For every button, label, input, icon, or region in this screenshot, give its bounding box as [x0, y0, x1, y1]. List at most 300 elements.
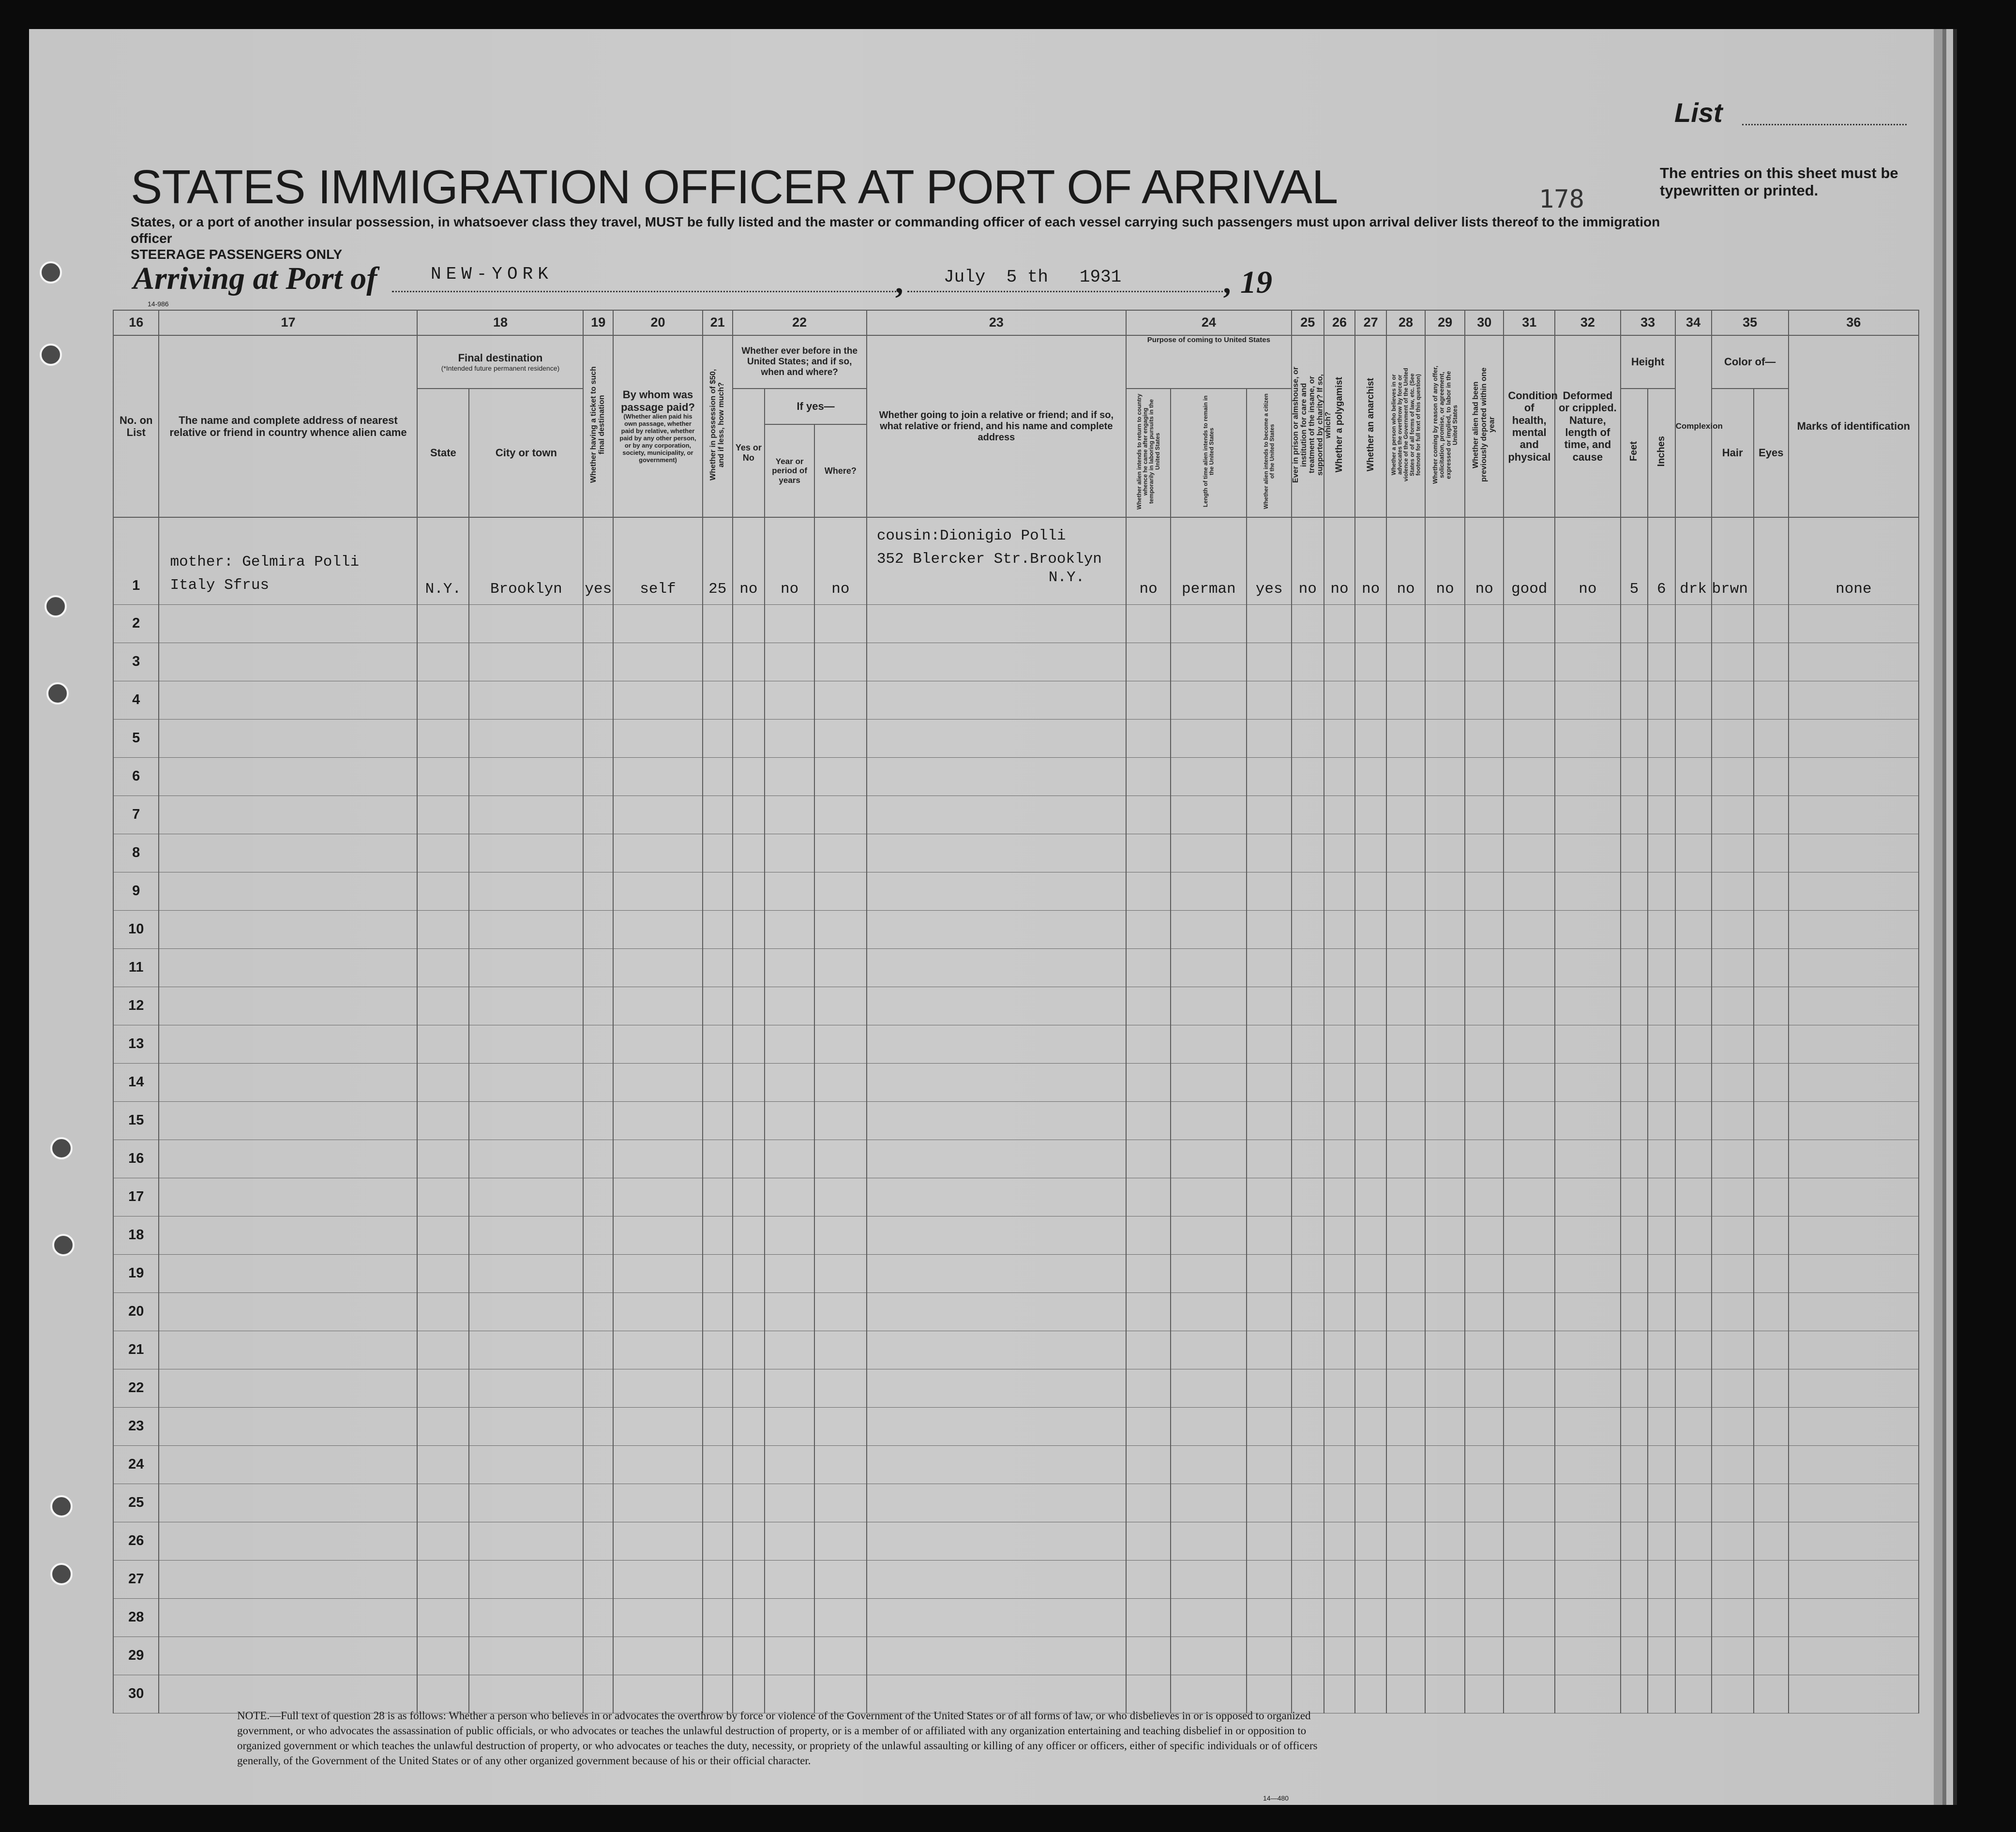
empty-cell	[1386, 1560, 1425, 1598]
empty-cell	[159, 1292, 417, 1331]
empty-cell	[1386, 834, 1425, 872]
empty-cell	[1386, 1522, 1425, 1560]
empty-cell	[1425, 1063, 1465, 1101]
empty-cell	[613, 1216, 703, 1254]
empty-cell	[733, 1063, 765, 1101]
empty-cell	[1465, 1598, 1504, 1637]
empty-cell	[1355, 796, 1386, 834]
cell-relative	[159, 517, 417, 604]
empty-cell	[1425, 1254, 1465, 1292]
empty-cell	[1292, 1025, 1324, 1063]
empty-cell	[703, 872, 733, 910]
empty-cell	[1126, 643, 1171, 681]
empty-cell	[1675, 872, 1712, 910]
form-code: 14-986	[148, 300, 169, 308]
empty-cell	[1754, 1331, 1789, 1369]
empty-cell	[733, 1598, 765, 1637]
empty-cell	[1126, 1484, 1171, 1522]
empty-cell	[613, 910, 703, 948]
empty-cell	[1789, 796, 1919, 834]
header-anarchist-text: Whether an anarchist	[1365, 378, 1376, 472]
empty-cell	[159, 948, 417, 987]
empty-cell	[1504, 1178, 1555, 1216]
empty-cell	[814, 796, 867, 834]
empty-cell	[469, 910, 583, 948]
empty-cell	[1789, 1560, 1919, 1598]
empty-cell	[867, 1445, 1126, 1484]
empty-cell	[1504, 1445, 1555, 1484]
empty-cell	[1789, 757, 1919, 796]
empty-cell	[1324, 1484, 1355, 1522]
empty-cell	[417, 1216, 469, 1254]
header-year-period: Year or period of years	[765, 424, 814, 517]
subtitle-line-1: States, or a port of another insular possession, in whatsoever class they travel, MUST be fully listed and the master or commanding officer of each vessel carrying such passengers must upon arrival deliver lists thereof to the immigration officer	[131, 214, 1660, 246]
empty-cell	[1712, 719, 1754, 757]
col-num-20: 20	[613, 310, 703, 335]
empty-cell	[1247, 1292, 1291, 1331]
col-num-29: 29	[1425, 310, 1465, 335]
empty-cell	[1355, 948, 1386, 987]
empty-cell	[1712, 1140, 1754, 1178]
empty-cell	[613, 1369, 703, 1407]
empty-cell	[469, 948, 583, 987]
empty-cell	[1675, 1331, 1712, 1369]
empty-cell	[1675, 1254, 1712, 1292]
empty-cell	[1292, 1407, 1324, 1445]
empty-cell	[1425, 1331, 1465, 1369]
empty-cell	[583, 1637, 613, 1675]
empty-cell	[1789, 1522, 1919, 1560]
empty-cell	[159, 1101, 417, 1140]
empty-cell	[1126, 1101, 1171, 1140]
empty-cell	[1386, 1254, 1425, 1292]
row-number: 26	[113, 1522, 159, 1560]
cell-contract: no	[1425, 517, 1465, 604]
empty-cell	[1621, 1675, 1648, 1713]
empty-cell	[814, 604, 867, 643]
empty-cell	[159, 1598, 417, 1637]
row-number: 16	[113, 1140, 159, 1178]
empty-cell	[765, 1560, 814, 1598]
header-purpose-citizen-text: Whether alien intends to become a citizen of the United States	[1263, 393, 1276, 510]
empty-cell	[1712, 1216, 1754, 1254]
date-line	[907, 291, 1227, 292]
empty-cell	[1621, 796, 1648, 834]
empty-cell	[159, 1216, 417, 1254]
page-title: STATES IMMIGRATION OFFICER AT PORT OF ARRIVAL	[131, 160, 1338, 213]
empty-cell	[1754, 1101, 1789, 1140]
empty-cell	[1754, 1254, 1789, 1292]
cell-deported: no	[1465, 517, 1504, 604]
empty-cell	[1555, 719, 1621, 757]
empty-cell	[1465, 1216, 1504, 1254]
empty-cell	[1789, 1407, 1919, 1445]
empty-cell	[469, 1369, 583, 1407]
binder-hole-2	[40, 344, 62, 366]
empty-cell	[1789, 1637, 1919, 1675]
empty-cell	[733, 1140, 765, 1178]
empty-cell	[1504, 796, 1555, 834]
empty-cell	[583, 1292, 613, 1331]
empty-cell	[1425, 1522, 1465, 1560]
empty-cell	[867, 1331, 1126, 1369]
empty-cell	[469, 1407, 583, 1445]
col-num-26: 26	[1324, 310, 1355, 335]
empty-cell	[469, 1140, 583, 1178]
final-destination-note: (*Intended future permanent residence)	[441, 364, 560, 372]
empty-cell	[1648, 1675, 1675, 1713]
empty-cell	[1171, 796, 1247, 834]
empty-cell	[1675, 1598, 1712, 1637]
empty-cell	[1712, 1598, 1754, 1637]
empty-cell	[733, 1484, 765, 1522]
header-color-of: Color of—	[1712, 335, 1789, 389]
empty-cell	[1126, 987, 1171, 1025]
empty-cell	[1504, 1063, 1555, 1101]
empty-cell	[1555, 1178, 1621, 1216]
empty-cell	[733, 1101, 765, 1140]
empty-cell	[1621, 1369, 1648, 1407]
empty-cell	[1648, 1484, 1675, 1522]
table-row	[113, 1254, 1919, 1292]
empty-cell	[417, 948, 469, 987]
empty-cell	[417, 1598, 469, 1637]
empty-cell	[613, 757, 703, 796]
empty-cell	[1555, 987, 1621, 1025]
header-purpose: Purpose of coming to United States	[1126, 335, 1292, 389]
col-num-27: 27	[1355, 310, 1386, 335]
row-number: 28	[113, 1598, 159, 1637]
empty-cell	[733, 1369, 765, 1407]
table-row	[113, 1675, 1919, 1713]
empty-cell	[1789, 681, 1919, 719]
empty-cell	[1621, 1025, 1648, 1063]
empty-cell	[417, 1254, 469, 1292]
header-row-1	[113, 335, 1919, 389]
empty-cell	[159, 757, 417, 796]
cell-overthrow: no	[1386, 517, 1425, 604]
empty-cell	[1675, 719, 1712, 757]
header-money	[703, 335, 733, 517]
empty-cell	[1171, 643, 1247, 681]
empty-cell	[583, 1025, 613, 1063]
empty-cell	[1355, 987, 1386, 1025]
empty-cell	[733, 604, 765, 643]
empty-cell	[1675, 681, 1712, 719]
empty-cell	[417, 1101, 469, 1140]
empty-cell	[1386, 1445, 1425, 1484]
empty-cell	[1754, 910, 1789, 948]
empty-cell	[1171, 948, 1247, 987]
row-number: 24	[113, 1445, 159, 1484]
empty-cell	[417, 1369, 469, 1407]
empty-cell	[583, 1254, 613, 1292]
empty-cell	[583, 1560, 613, 1598]
empty-cell	[1754, 1140, 1789, 1178]
empty-cell	[1386, 1178, 1425, 1216]
header-hair: Hair	[1712, 389, 1754, 517]
empty-cell	[159, 1445, 417, 1484]
empty-cell	[1675, 1369, 1712, 1407]
binder-hole-6	[52, 1234, 75, 1256]
empty-cell	[814, 1140, 867, 1178]
empty-cell	[417, 1522, 469, 1560]
empty-cell	[1386, 643, 1425, 681]
header-contract-text: Whether coming by reason of any offer, solicitation, promise, or agreement, expressed or implied, to labor in the United States	[1431, 365, 1459, 484]
empty-cell	[1126, 1369, 1171, 1407]
empty-cell	[1171, 1140, 1247, 1178]
empty-cell	[613, 719, 703, 757]
empty-cell	[613, 948, 703, 987]
empty-cell	[1754, 1484, 1789, 1522]
empty-cell	[1675, 1292, 1712, 1331]
empty-cell	[583, 1675, 613, 1713]
empty-cell	[583, 948, 613, 987]
empty-cell	[1648, 681, 1675, 719]
empty-cell	[1386, 757, 1425, 796]
header-deported	[1465, 335, 1504, 517]
empty-cell	[867, 1598, 1126, 1637]
empty-cell	[1712, 1101, 1754, 1140]
empty-cell	[469, 719, 583, 757]
empty-cell	[1355, 1445, 1386, 1484]
empty-cell	[1324, 796, 1355, 834]
empty-cell	[1465, 1675, 1504, 1713]
col-num-34: 34	[1675, 310, 1712, 335]
empty-cell	[1425, 643, 1465, 681]
empty-cell	[1171, 1063, 1247, 1101]
empty-cell	[733, 1675, 765, 1713]
empty-cell	[1324, 834, 1355, 872]
empty-cell	[1712, 834, 1754, 872]
empty-cell	[1555, 681, 1621, 719]
empty-cell	[159, 1675, 417, 1713]
empty-cell	[814, 719, 867, 757]
empty-cell	[469, 1101, 583, 1140]
empty-cell	[1247, 643, 1291, 681]
empty-cell	[1789, 1598, 1919, 1637]
empty-cell	[1555, 1292, 1621, 1331]
empty-cell	[1621, 1637, 1648, 1675]
empty-cell	[733, 1560, 765, 1598]
empty-cell	[1754, 719, 1789, 757]
table-row	[113, 1101, 1919, 1140]
empty-cell	[1712, 643, 1754, 681]
header-prison-text: Ever in prison or almshouse, or institution for care and treatment of the insane, or supported by charity? If so, which?	[1291, 366, 1333, 483]
year-label: , 19	[1224, 265, 1272, 300]
empty-cell	[1386, 872, 1425, 910]
empty-cell	[1324, 948, 1355, 987]
empty-cell	[1355, 1140, 1386, 1178]
cell-eyes	[1754, 517, 1789, 604]
empty-cell	[613, 1445, 703, 1484]
empty-cell	[765, 604, 814, 643]
empty-cell	[703, 1331, 733, 1369]
empty-cell	[583, 1484, 613, 1522]
empty-cell	[159, 643, 417, 681]
empty-cell	[1425, 1598, 1465, 1637]
empty-cell	[733, 643, 765, 681]
empty-cell	[583, 1063, 613, 1101]
empty-cell	[867, 757, 1126, 796]
table-row	[113, 1025, 1919, 1063]
empty-cell	[1621, 681, 1648, 719]
empty-cell	[613, 1407, 703, 1445]
empty-cell	[1126, 872, 1171, 910]
empty-cell	[1789, 1675, 1919, 1713]
list-number-line	[1742, 124, 1907, 125]
table-row	[113, 719, 1919, 757]
empty-cell	[867, 681, 1126, 719]
empty-cell	[1754, 1216, 1789, 1254]
empty-cell	[1324, 604, 1355, 643]
table-row	[113, 1522, 1919, 1560]
empty-cell	[765, 796, 814, 834]
empty-cell	[1754, 757, 1789, 796]
empty-cell	[1425, 1637, 1465, 1675]
col-num-16: 16	[113, 310, 159, 335]
col-num-21: 21	[703, 310, 733, 335]
empty-cell	[1355, 1292, 1386, 1331]
empty-cell	[814, 1522, 867, 1560]
empty-cell	[1425, 1369, 1465, 1407]
instructions-text: The entries on this sheet must be typewritten or printed.	[1660, 165, 1898, 199]
empty-cell	[867, 1178, 1126, 1216]
empty-cell	[417, 987, 469, 1025]
empty-cell	[1324, 1637, 1355, 1675]
empty-cell	[814, 1560, 867, 1598]
empty-cell	[703, 1292, 733, 1331]
table-row	[113, 834, 1919, 872]
empty-cell	[1465, 872, 1504, 910]
empty-cell	[1247, 757, 1291, 796]
empty-cell	[867, 948, 1126, 987]
relative-line-2: Italy Sfrus	[170, 577, 270, 594]
empty-cell	[703, 681, 733, 719]
empty-cell	[1789, 1101, 1919, 1140]
col-num-31: 31	[1504, 310, 1555, 335]
empty-cell	[867, 1254, 1126, 1292]
empty-cell	[1425, 1560, 1465, 1598]
empty-cell	[1648, 796, 1675, 834]
empty-cell	[1355, 1522, 1386, 1560]
empty-cell	[1247, 1331, 1291, 1369]
col-num-23: 23	[867, 310, 1126, 335]
empty-cell	[1425, 872, 1465, 910]
empty-cell	[1789, 1445, 1919, 1484]
empty-cell	[814, 1445, 867, 1484]
empty-cell	[1247, 1216, 1291, 1254]
empty-cell	[765, 681, 814, 719]
empty-cell	[159, 604, 417, 643]
empty-cell	[1754, 1522, 1789, 1560]
port-comma: ,	[895, 265, 903, 300]
cell-passage-paid: self	[613, 517, 703, 604]
empty-cell	[613, 834, 703, 872]
col-num-18: 18	[417, 310, 583, 335]
empty-cell	[1621, 1407, 1648, 1445]
empty-cell	[417, 1675, 469, 1713]
empty-cell	[733, 1254, 765, 1292]
empty-cell	[1355, 834, 1386, 872]
header-if-yes: If yes—	[765, 389, 867, 424]
empty-cell	[703, 987, 733, 1025]
empty-cell	[159, 872, 417, 910]
empty-cell	[1621, 987, 1648, 1025]
empty-cell	[733, 1637, 765, 1675]
empty-cell	[1324, 1331, 1355, 1369]
empty-cell	[1555, 910, 1621, 948]
empty-cell	[1504, 987, 1555, 1025]
empty-cell	[1171, 1560, 1247, 1598]
empty-cell	[1324, 910, 1355, 948]
col-num-19: 19	[583, 310, 613, 335]
empty-cell	[417, 1178, 469, 1216]
cell-state: N.Y.	[417, 517, 469, 604]
empty-cell	[765, 643, 814, 681]
empty-cell	[1789, 604, 1919, 643]
empty-cell	[1789, 910, 1919, 948]
empty-cell	[1171, 910, 1247, 948]
empty-cell	[1712, 681, 1754, 719]
empty-cell	[703, 1407, 733, 1445]
empty-cell	[417, 910, 469, 948]
header-prison	[1291, 335, 1333, 517]
empty-cell	[1386, 1025, 1425, 1063]
empty-cell	[703, 757, 733, 796]
empty-cell	[613, 1598, 703, 1637]
empty-cell	[1555, 1216, 1621, 1254]
empty-cell	[703, 1637, 733, 1675]
empty-cell	[159, 681, 417, 719]
header-feet	[1621, 389, 1648, 517]
empty-cell	[1504, 834, 1555, 872]
empty-cell	[1504, 1637, 1555, 1675]
empty-cell	[1712, 948, 1754, 987]
empty-cell	[1171, 1331, 1247, 1369]
empty-cell	[867, 1216, 1126, 1254]
col-num-25: 25	[1292, 310, 1324, 335]
empty-cell	[1126, 1637, 1171, 1675]
empty-cell	[1648, 1407, 1675, 1445]
empty-cell	[469, 757, 583, 796]
empty-cell	[417, 681, 469, 719]
empty-cell	[1675, 1484, 1712, 1522]
row-number: 5	[113, 719, 159, 757]
empty-cell	[1504, 1522, 1555, 1560]
empty-cell	[159, 1178, 417, 1216]
empty-cell	[1247, 872, 1291, 910]
empty-cell	[867, 1025, 1126, 1063]
header-ticket	[583, 335, 613, 517]
empty-cell	[417, 1331, 469, 1369]
empty-cell	[1465, 1140, 1504, 1178]
empty-cell	[1621, 1445, 1648, 1484]
empty-cell	[1247, 1140, 1291, 1178]
cell-health: good	[1504, 517, 1555, 604]
empty-cell	[1292, 1369, 1324, 1407]
col-num-28: 28	[1386, 310, 1425, 335]
empty-cell	[469, 796, 583, 834]
empty-cell	[1292, 681, 1324, 719]
empty-cell	[1675, 757, 1712, 796]
empty-cell	[583, 910, 613, 948]
empty-cell	[613, 1675, 703, 1713]
row-number: 22	[113, 1369, 159, 1407]
empty-cell	[583, 1522, 613, 1560]
empty-cell	[1504, 1254, 1555, 1292]
empty-cell	[1555, 757, 1621, 796]
